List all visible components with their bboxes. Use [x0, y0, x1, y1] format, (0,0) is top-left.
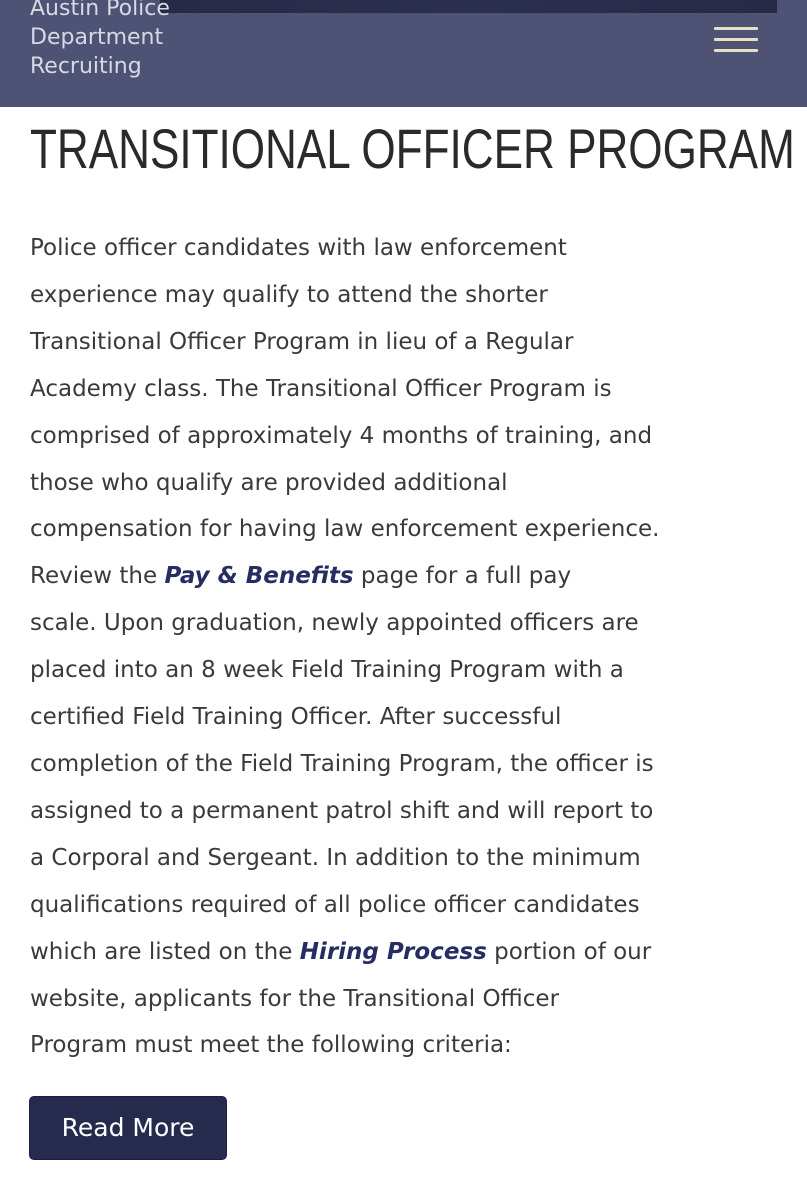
site-title-line: Austin Police: [30, 0, 170, 21]
paragraph-line: a Corporal and Sergeant. In addition to the minimum: [30, 844, 641, 871]
hamburger-menu-icon[interactable]: [712, 24, 762, 58]
paragraph-line: qualifications required of all police officer candidates: [30, 891, 640, 918]
site-title-line: Recruiting: [30, 54, 142, 79]
menu-bar: [714, 49, 758, 52]
page-title: TRANSITIONAL OFFICER PROGRAM: [30, 117, 795, 180]
paragraph-line: placed into an 8 week Field Training Program with a: [30, 657, 624, 684]
paragraph-text: portion of our: [486, 938, 652, 965]
program-description: [30, 225, 790, 1069]
paragraph-line: scale. Upon graduation, newly appointed officers are: [30, 610, 639, 637]
menu-bar: [714, 38, 758, 41]
paragraph-line: [30, 553, 790, 600]
paragraph-text: Review the: [30, 563, 165, 590]
paragraph-line: compensation for having law enforcement experience.: [30, 516, 660, 543]
paragraph-line: Transitional Officer Program in lieu of a Regular: [30, 328, 574, 355]
site-header: [0, 0, 807, 107]
site-title[interactable]: [30, 0, 170, 81]
paragraph-text: page for a full pay: [353, 563, 572, 590]
paragraph-line: those who qualify are provided additional: [30, 469, 508, 496]
paragraph-line: comprised of approximately 4 months of training, and: [30, 422, 653, 449]
site-title-line: Department: [30, 25, 164, 50]
read-more-button[interactable]: Read More: [29, 1096, 227, 1160]
paragraph-text: which are listed on the: [30, 938, 300, 965]
paragraph-line: Program must meet the following criteria:: [30, 1032, 512, 1059]
paragraph-line: website, applicants for the Transitional Officer: [30, 985, 560, 1012]
paragraph-line: completion of the Field Training Program, the officer is: [30, 750, 654, 777]
paragraph-line: Police officer candidates with law enforcement: [30, 235, 567, 261]
menu-bar: [714, 27, 758, 30]
header-photo-strip: [160, 0, 777, 13]
hiring-process-link[interactable]: Hiring Process: [299, 938, 487, 965]
paragraph-line: certified Field Training Officer. After successful: [30, 704, 562, 731]
paragraph-line: experience may qualify to attend the shorter: [30, 281, 548, 308]
pay-benefits-link[interactable]: Pay & Benefits: [164, 563, 354, 590]
paragraph-line: assigned to a permanent patrol shift and will report to: [30, 797, 654, 824]
paragraph-line: Academy class. The Transitional Officer Program is: [30, 375, 612, 402]
paragraph-line: [30, 929, 790, 976]
